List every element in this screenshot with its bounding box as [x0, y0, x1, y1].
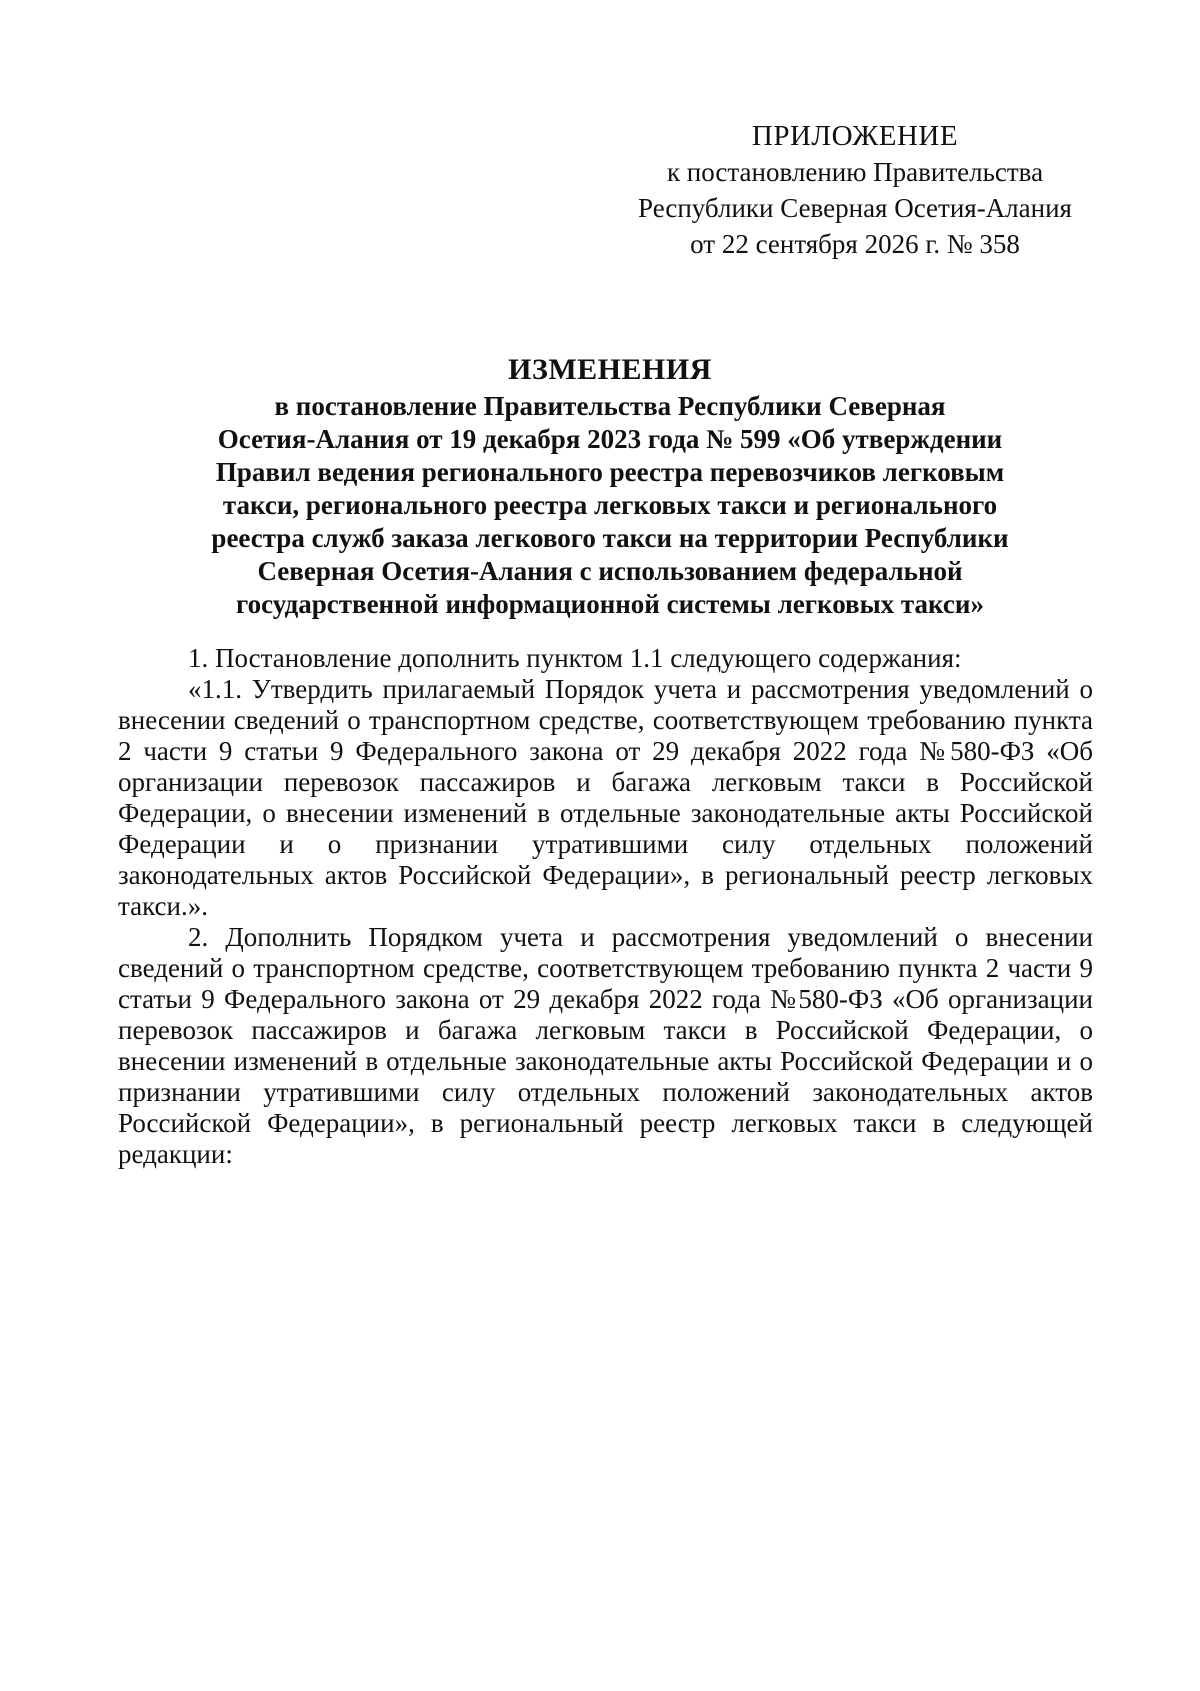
document-body [118, 643, 1093, 1170]
document-heading [130, 350, 1090, 621]
appendix-block [620, 118, 1090, 262]
heading-line-5: реестра служб заказа легкового такси на территории Республики [211, 523, 1009, 553]
paragraph-1: 1. Постановление дополнить пунктом 1.1 следующего содержания: [188, 643, 962, 673]
paragraph-3: 2. Дополнить Порядком учета и рассмотрения уведомлений о внесении сведений о транспортном средстве, соответствующем требованию пункта 2 части 9 статьи 9 Федерального закона от 29 декабря 2022 года №580-ФЗ «Об организации перевозок пассажиров и багажа легковым такси в Российской Федерации, о внесении изменений в отдельные законодательные акты Российской Федерации и о признании утратившими силу отдельных положений законодательных актов Российской Федерации», в региональный реестр легковых такси в следующей редакции: [118, 922, 1093, 1169]
appendix-title: ПРИЛОЖЕНИЕ [751, 120, 959, 152]
heading-line-2: Осетия-Алания от 19 декабря 2023 года № 599 «Об утверждении [217, 424, 1003, 454]
appendix-line-2: Республики Северная Осетия-Алания [638, 193, 1072, 223]
appendix-line-3: от 22 сентября 2026 г. № 358 [690, 229, 1020, 259]
paragraph-2: «1.1. Утвердить прилагаемый Порядок учета и рассмотрения уведомлений о внесении сведений о транспортном средстве, соответствующем требованию пункта 2 части 9 статьи 9 Федерального закона от 29 декабря 2022 года №580-ФЗ «Об организации перевозок пассажиров и багажа легковым такси в Российской Федерации, о внесении изменений в отдельные законодательные акты Российской Федерации и о признании утратившими силу отдельных положений законодательных актов Российской Федерации», в региональный реестр легковых такси.». [118, 674, 1093, 921]
heading-line-6: Северная Осетия-Алания с использованием федеральной [257, 556, 963, 586]
heading-line-3: Правил ведения регионального реестра перевозчиков легковым [215, 457, 1005, 487]
heading-line-1: в постановление Правительства Республики Северная [274, 391, 946, 421]
heading-title: ИЗМЕНЕНИЯ [508, 353, 712, 386]
heading-line-4: такси, регионального реестра легковых такси и регионального [222, 490, 998, 520]
appendix-line-1: к постановлению Правительства [666, 157, 1044, 187]
heading-line-7: государственной информационной системы легковых такси» [236, 589, 984, 619]
